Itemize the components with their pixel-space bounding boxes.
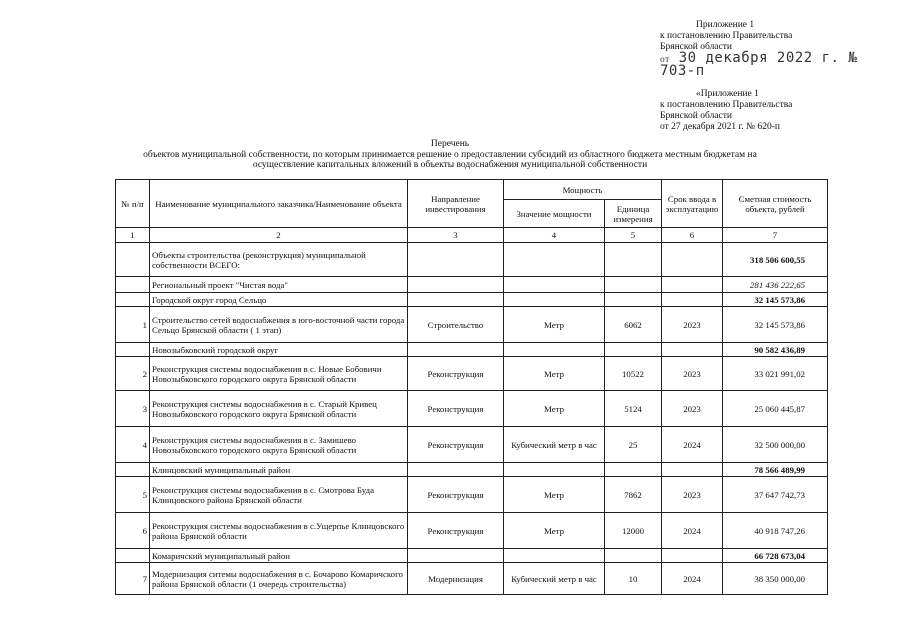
cell-direction: Строительство [408, 307, 504, 343]
cell-name: Региональный проект "Чистая вода" [150, 277, 408, 293]
cell-name: Реконструкция системы водоснабжения в с. Новые Бобовичи Новозыбковского городского округа Брянской области [150, 357, 408, 391]
empty-cell [408, 463, 504, 477]
cell-name: Комаричский муниципальный район [150, 549, 408, 563]
col-header-num: № п/п [116, 180, 150, 228]
colnum: 1 [116, 228, 150, 243]
objects-table [115, 179, 828, 595]
cell-name: Реконструкция системы водоснабжения в с.Ущерпье Клинцовского района Брянской области [150, 513, 408, 549]
header-line-5: «Приложение 1 [696, 89, 759, 99]
handwritten-date [660, 50, 900, 79]
empty-cell [504, 293, 605, 307]
header-line-7: Брянской области [660, 111, 732, 121]
cell-cost: 33 021 991,02 [723, 357, 828, 391]
cell-capacity-value: Метр [504, 307, 605, 343]
header-line-8: от 27 декабря 2021 г. № 620-п [660, 122, 780, 132]
cell-direction: Реконструкция [408, 477, 504, 513]
cell-capacity-value: Кубический метр в час [504, 427, 605, 463]
cell-name: Реконструкция системы водоснабжения в с. Замишево Новозыбковского городского округа Брянской области [150, 427, 408, 463]
document-title [130, 139, 770, 171]
cell-num: 6 [116, 513, 150, 549]
empty-cell [504, 343, 605, 357]
cell-cost: 32 145 573,86 [723, 307, 828, 343]
empty-cell [116, 243, 150, 277]
col-header-term: Срок ввода в эксплуатацию [662, 180, 723, 228]
cell-cost: 37 647 742,73 [723, 477, 828, 513]
cell-name: Новозыбковский городской округ [150, 343, 408, 357]
cell-unit: 5124 [605, 391, 662, 427]
header-line-6: к постановлению Правительства [660, 100, 793, 110]
header-line-1: Приложение 1 [696, 20, 755, 30]
cell-num: 4 [116, 427, 150, 463]
date-prefix: от [660, 55, 670, 65]
empty-cell [408, 277, 504, 293]
table-row [116, 513, 828, 549]
cell-name: Реконструкция системы водоснабжения в с. Смотрова Буда Клинцовского района Брянской области [150, 477, 408, 513]
table-row [116, 391, 828, 427]
cell-direction: Модернизация [408, 563, 504, 595]
cell-num: 5 [116, 477, 150, 513]
header-line-3: Брянской области [660, 42, 732, 52]
cell-unit: 6062 [605, 307, 662, 343]
table-group-row [116, 463, 828, 477]
cell-term: 2024 [662, 513, 723, 549]
empty-cell [605, 549, 662, 563]
empty-cell [408, 293, 504, 307]
empty-cell [116, 343, 150, 357]
col-header-cost: Сметная стоимость объекта, рублей [723, 180, 828, 228]
cell-term: 2023 [662, 391, 723, 427]
cell-capacity-value: Метр [504, 357, 605, 391]
table-body [116, 243, 828, 595]
cell-num: 3 [116, 391, 150, 427]
cell-unit: 10522 [605, 357, 662, 391]
column-numbers-row [116, 228, 828, 243]
header-line-2: к постановлению Правительства [660, 31, 793, 41]
cell-cost: 38 350 000,00 [723, 563, 828, 595]
title-line-1: Перечень [430, 139, 470, 149]
cell-name: Городской округ город Сельцо [150, 293, 408, 307]
cell-cost: 32 145 573,86 [723, 293, 828, 307]
empty-cell [116, 277, 150, 293]
cell-term: 2023 [662, 307, 723, 343]
table-row [116, 563, 828, 595]
cell-direction: Реконструкция [408, 427, 504, 463]
cell-unit: 25 [605, 427, 662, 463]
appendix-header [660, 20, 900, 133]
col-header-name: Наименование муниципального заказчика/Наименование объекта [150, 180, 408, 228]
table-row [116, 477, 828, 513]
empty-cell [116, 463, 150, 477]
colnum: 5 [605, 228, 662, 243]
date-value: 30 декабря 2022 г. № 703-п [660, 50, 858, 79]
cell-term: 2024 [662, 563, 723, 595]
cell-name: Строительство сетей водоснабжения в юго-восточной части города Сельцо Брянской области ( 1 этап) [150, 307, 408, 343]
table-group-row [116, 293, 828, 307]
empty-cell [605, 243, 662, 277]
cell-cost: 90 582 436,89 [723, 343, 828, 357]
table-row [116, 427, 828, 463]
cell-name: Модернизация ситемы водоснабжения в с. Бочарово Комаричского района Брянской области (1 очередь строительства) [150, 563, 408, 595]
cell-capacity-value: Метр [504, 391, 605, 427]
col-header-capacity: Мощность [504, 180, 662, 200]
cell-direction: Реконструкция [408, 391, 504, 427]
cell-capacity-value: Метр [504, 513, 605, 549]
cell-num: 1 [116, 307, 150, 343]
empty-cell [605, 277, 662, 293]
empty-cell [662, 343, 723, 357]
empty-cell [605, 463, 662, 477]
cell-direction: Реконструкция [408, 357, 504, 391]
cell-direction: Реконструкция [408, 513, 504, 549]
colnum: 6 [662, 228, 723, 243]
cell-name: Реконструкция системы водоснабжения в с. Старый Кривец Новозыбковского городского округа Брянской области [150, 391, 408, 427]
cell-name: Клинцовский муниципальный район [150, 463, 408, 477]
empty-cell [504, 463, 605, 477]
col-header-capacity-value: Значение мощности [504, 200, 605, 228]
cell-term: 2024 [662, 427, 723, 463]
table-group-row [116, 277, 828, 293]
table-row [116, 307, 828, 343]
table-group-row [116, 343, 828, 357]
cell-cost: 66 728 673,04 [723, 549, 828, 563]
cell-num: 2 [116, 357, 150, 391]
empty-cell [662, 277, 723, 293]
cell-unit: 10 [605, 563, 662, 595]
title-line-2: объектов муниципальной собственности, по которым принимается решение о предоставлении субсидий из областного бюджета местным бюджетам на [143, 149, 757, 160]
empty-cell [605, 293, 662, 307]
colnum: 4 [504, 228, 605, 243]
empty-cell [408, 549, 504, 563]
empty-cell [116, 549, 150, 563]
empty-cell [116, 293, 150, 307]
cell-num: 7 [116, 563, 150, 595]
cell-term: 2023 [662, 357, 723, 391]
empty-cell [408, 243, 504, 277]
empty-cell [662, 293, 723, 307]
cell-unit: 12000 [605, 513, 662, 549]
colnum: 2 [150, 228, 408, 243]
cell-cost: 40 918 747,26 [723, 513, 828, 549]
table-group-row [116, 243, 828, 277]
table-row [116, 357, 828, 391]
empty-cell [662, 463, 723, 477]
cell-unit: 7862 [605, 477, 662, 513]
table-group-row [116, 549, 828, 563]
cell-cost: 318 506 600,55 [723, 243, 828, 277]
cell-cost: 25 060 445,87 [723, 391, 828, 427]
empty-cell [605, 343, 662, 357]
empty-cell [408, 343, 504, 357]
empty-cell [504, 549, 605, 563]
cell-capacity-value: Кубический метр в час [504, 563, 605, 595]
empty-cell [504, 277, 605, 293]
title-line-3: осуществление капитальных вложений в объекты водоснабжения муниципальной собственности [252, 160, 648, 170]
cell-term: 2023 [662, 477, 723, 513]
cell-cost: 32 500 000,00 [723, 427, 828, 463]
cell-name: Объекты строительства (реконструкция) муниципальной собственности ВСЕГО: [150, 243, 408, 277]
cell-cost: 281 436 222,65 [723, 277, 828, 293]
empty-cell [662, 549, 723, 563]
empty-cell [504, 243, 605, 277]
empty-cell [662, 243, 723, 277]
cell-cost: 78 566 489,99 [723, 463, 828, 477]
colnum: 7 [723, 228, 828, 243]
col-header-direction: Направление инвестирования [408, 180, 504, 228]
colnum: 3 [408, 228, 504, 243]
col-header-unit: Единица измерения [605, 200, 662, 228]
cell-capacity-value: Метр [504, 477, 605, 513]
